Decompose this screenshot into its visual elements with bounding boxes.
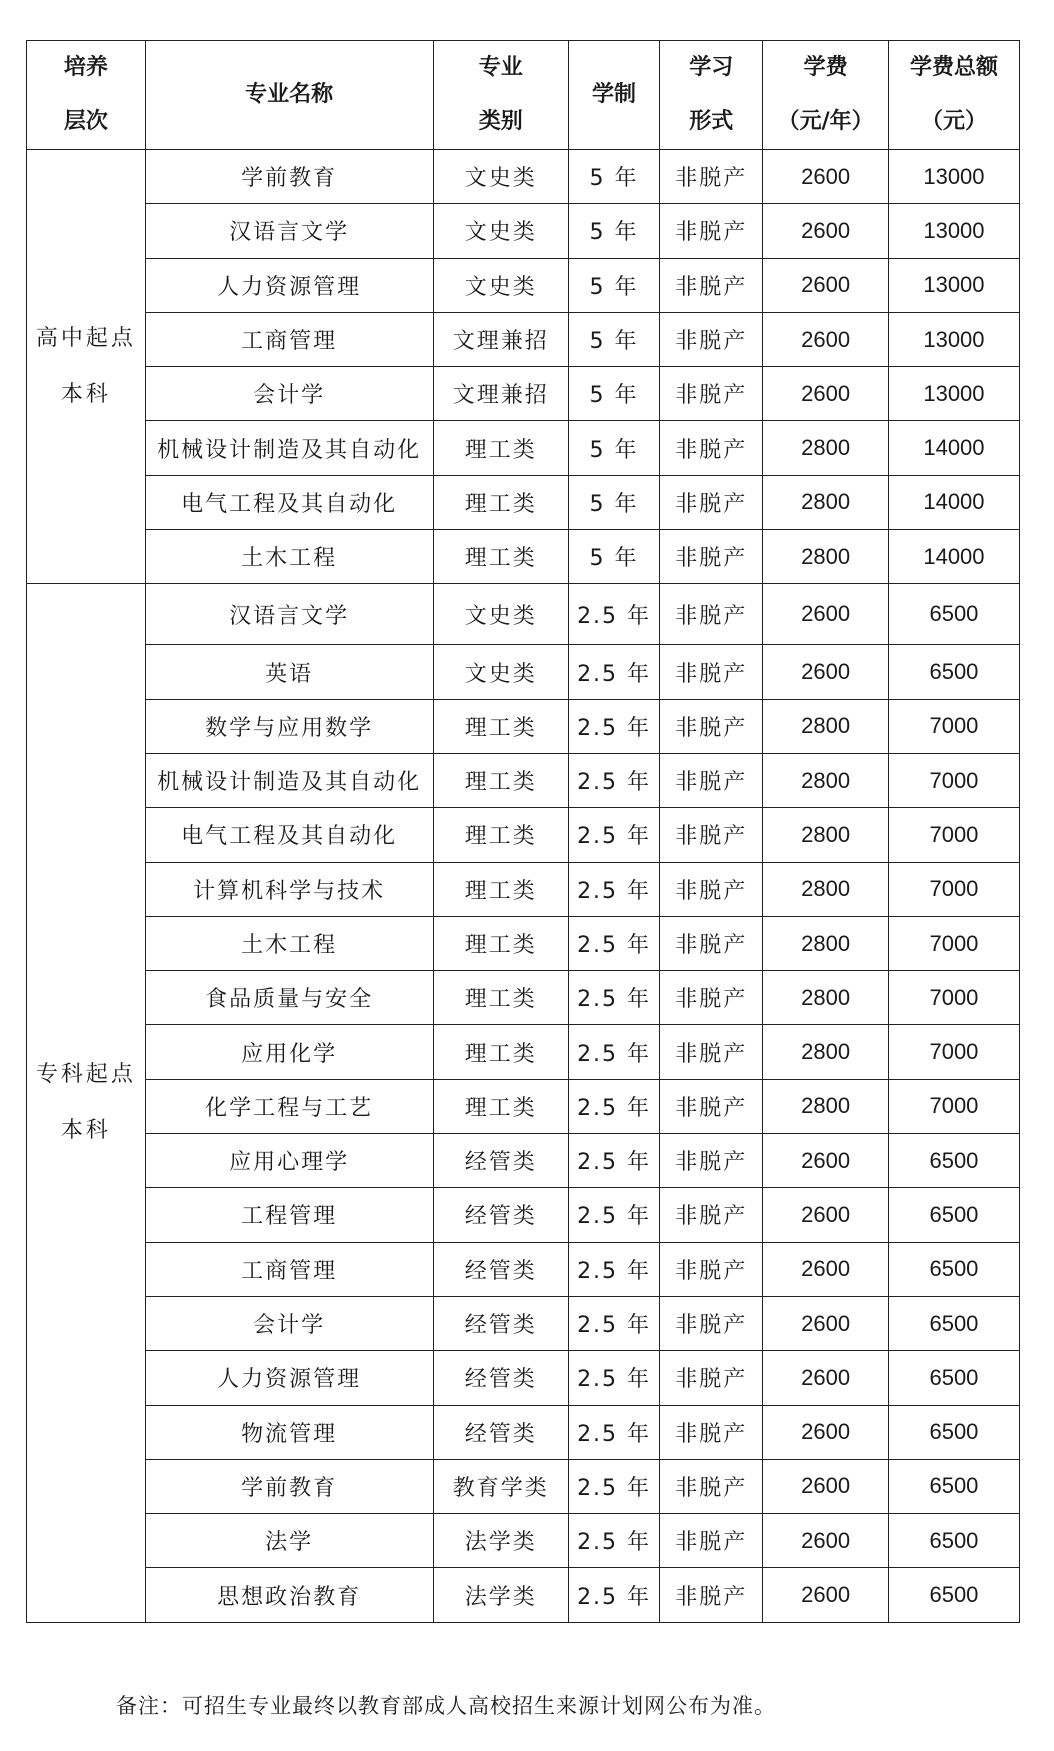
tuition-cell: 2600 <box>763 1459 889 1513</box>
major-cell: 汉语言文学 <box>145 204 433 258</box>
table-row <box>27 1351 1020 1405</box>
major-cell: 思想政治教育 <box>145 1568 433 1622</box>
total-cell: 6500 <box>888 584 1019 645</box>
major-cell: 工程管理 <box>145 1188 433 1242</box>
mode-cell: 非脱产 <box>660 1459 763 1513</box>
tuition-cell: 2800 <box>763 699 889 753</box>
mode-cell: 非脱产 <box>660 1025 763 1079</box>
tuition-cell: 2600 <box>763 1296 889 1350</box>
duration-cell: 2.5 年 <box>569 1568 660 1622</box>
duration-cell: 2.5 年 <box>569 1296 660 1350</box>
header-total <box>888 41 1019 150</box>
duration-cell: 2.5 年 <box>569 808 660 862</box>
total-cell: 6500 <box>888 1296 1019 1350</box>
table-row <box>27 971 1020 1025</box>
tuition-cell: 2800 <box>763 421 889 475</box>
duration-cell: 2.5 年 <box>569 1405 660 1459</box>
total-cell: 6500 <box>888 645 1019 699</box>
header-level-line2: 层次 <box>63 109 108 134</box>
mode-cell: 非脱产 <box>660 1514 763 1568</box>
total-cell: 13000 <box>888 367 1019 421</box>
duration-cell: 2.5 年 <box>569 1242 660 1296</box>
tuition-cell: 2600 <box>763 645 889 699</box>
tuition-table <box>26 40 1020 1623</box>
category-cell: 法学类 <box>433 1568 569 1622</box>
category-cell: 经管类 <box>433 1242 569 1296</box>
mode-cell: 非脱产 <box>660 150 763 204</box>
header-study-mode <box>660 41 763 150</box>
major-cell: 应用化学 <box>145 1025 433 1079</box>
duration-cell: 2.5 年 <box>569 699 660 753</box>
category-cell: 经管类 <box>433 1405 569 1459</box>
mode-cell: 非脱产 <box>660 1296 763 1350</box>
duration-cell: 5 年 <box>569 421 660 475</box>
header-level <box>27 41 146 150</box>
table-row <box>27 645 1020 699</box>
mode-cell: 非脱产 <box>660 421 763 475</box>
mode-cell: 非脱产 <box>660 808 763 862</box>
table-row <box>27 1405 1020 1459</box>
category-cell: 理工类 <box>433 421 569 475</box>
total-cell: 13000 <box>888 204 1019 258</box>
duration-cell: 5 年 <box>569 475 660 529</box>
table-row <box>27 1568 1020 1622</box>
duration-cell: 2.5 年 <box>569 862 660 916</box>
major-cell: 计算机科学与技术 <box>145 862 433 916</box>
major-cell: 法学 <box>145 1514 433 1568</box>
mode-cell: 非脱产 <box>660 1188 763 1242</box>
tuition-cell: 2600 <box>763 1134 889 1188</box>
category-cell: 经管类 <box>433 1188 569 1242</box>
table-row <box>27 1242 1020 1296</box>
tuition-cell: 2600 <box>763 150 889 204</box>
header-category-line2: 类别 <box>478 109 523 134</box>
mode-cell: 非脱产 <box>660 1351 763 1405</box>
total-cell: 6500 <box>888 1188 1019 1242</box>
major-cell: 工商管理 <box>145 1242 433 1296</box>
mode-cell: 非脱产 <box>660 1079 763 1133</box>
category-cell: 教育学类 <box>433 1459 569 1513</box>
major-cell: 土木工程 <box>145 530 433 584</box>
category-cell: 理工类 <box>433 699 569 753</box>
header-duration: 学制 <box>569 41 660 150</box>
major-cell: 机械设计制造及其自动化 <box>145 753 433 807</box>
total-cell: 13000 <box>888 258 1019 312</box>
category-cell: 理工类 <box>433 753 569 807</box>
table-row <box>27 312 1020 366</box>
major-cell: 应用心理学 <box>145 1134 433 1188</box>
total-cell: 14000 <box>888 530 1019 584</box>
category-cell: 理工类 <box>433 530 569 584</box>
category-cell: 理工类 <box>433 475 569 529</box>
mode-cell: 非脱产 <box>660 1134 763 1188</box>
tuition-cell: 2800 <box>763 808 889 862</box>
major-cell: 食品质量与安全 <box>145 971 433 1025</box>
footnote: 备注：可招生专业最终以教育部成人高校招生来源计划网公布为准。 <box>116 1694 776 1718</box>
table-row <box>27 1188 1020 1242</box>
category-cell: 文理兼招 <box>433 312 569 366</box>
total-cell: 6500 <box>888 1134 1019 1188</box>
table-row <box>27 584 1020 645</box>
table-row <box>27 808 1020 862</box>
total-cell: 7000 <box>888 1079 1019 1133</box>
total-cell: 6500 <box>888 1405 1019 1459</box>
tuition-cell: 2600 <box>763 367 889 421</box>
major-cell: 会计学 <box>145 367 433 421</box>
duration-cell: 5 年 <box>569 530 660 584</box>
duration-cell: 2.5 年 <box>569 753 660 807</box>
duration-cell: 5 年 <box>569 204 660 258</box>
mode-cell: 非脱产 <box>660 475 763 529</box>
table-row <box>27 475 1020 529</box>
total-cell: 13000 <box>888 312 1019 366</box>
total-cell: 7000 <box>888 862 1019 916</box>
tuition-cell: 2600 <box>763 584 889 645</box>
level-cell <box>27 150 146 584</box>
total-cell: 7000 <box>888 753 1019 807</box>
table-row <box>27 367 1020 421</box>
category-cell: 理工类 <box>433 862 569 916</box>
tuition-cell: 2800 <box>763 862 889 916</box>
category-cell: 理工类 <box>433 1079 569 1133</box>
table-row <box>27 204 1020 258</box>
category-cell: 文史类 <box>433 150 569 204</box>
category-cell: 经管类 <box>433 1296 569 1350</box>
total-cell: 6500 <box>888 1242 1019 1296</box>
duration-cell: 2.5 年 <box>569 916 660 970</box>
duration-cell: 5 年 <box>569 312 660 366</box>
category-cell: 理工类 <box>433 971 569 1025</box>
table-row <box>27 1025 1020 1079</box>
header-tuition-line1: 学费 <box>803 55 848 80</box>
mode-cell: 非脱产 <box>660 312 763 366</box>
mode-cell: 非脱产 <box>660 862 763 916</box>
major-cell: 电气工程及其自动化 <box>145 475 433 529</box>
mode-cell: 非脱产 <box>660 916 763 970</box>
duration-cell: 2.5 年 <box>569 1459 660 1513</box>
total-cell: 14000 <box>888 421 1019 475</box>
mode-cell: 非脱产 <box>660 1568 763 1622</box>
mode-cell: 非脱产 <box>660 367 763 421</box>
header-category-line1: 专业 <box>478 55 523 80</box>
header-tuition <box>763 41 889 150</box>
tuition-cell: 2800 <box>763 530 889 584</box>
level-cell <box>27 584 146 1622</box>
table-body <box>27 150 1020 1623</box>
tuition-cell: 2800 <box>763 753 889 807</box>
tuition-cell: 2600 <box>763 258 889 312</box>
total-cell: 7000 <box>888 916 1019 970</box>
duration-cell: 2.5 年 <box>569 1351 660 1405</box>
duration-cell: 2.5 年 <box>569 1188 660 1242</box>
major-cell: 英语 <box>145 645 433 699</box>
table-row <box>27 1459 1020 1513</box>
header-major: 专业名称 <box>145 41 433 150</box>
total-cell: 6500 <box>888 1514 1019 1568</box>
table-row <box>27 530 1020 584</box>
duration-cell: 2.5 年 <box>569 1134 660 1188</box>
table-row <box>27 258 1020 312</box>
tuition-cell: 2600 <box>763 1188 889 1242</box>
tuition-cell: 2600 <box>763 1514 889 1568</box>
table-row <box>27 753 1020 807</box>
major-cell: 学前教育 <box>145 150 433 204</box>
header-category <box>433 41 569 150</box>
tuition-cell: 2800 <box>763 916 889 970</box>
category-cell: 文史类 <box>433 204 569 258</box>
total-cell: 6500 <box>888 1351 1019 1405</box>
major-cell: 数学与应用数学 <box>145 699 433 753</box>
tuition-cell: 2800 <box>763 475 889 529</box>
total-cell: 14000 <box>888 475 1019 529</box>
table-row <box>27 421 1020 475</box>
category-cell: 理工类 <box>433 916 569 970</box>
table-row <box>27 916 1020 970</box>
tuition-cell: 2600 <box>763 1405 889 1459</box>
header-total-line2: （元） <box>920 109 987 134</box>
mode-cell: 非脱产 <box>660 1405 763 1459</box>
category-cell: 文史类 <box>433 258 569 312</box>
mode-cell: 非脱产 <box>660 699 763 753</box>
total-cell: 7000 <box>888 699 1019 753</box>
major-cell: 人力资源管理 <box>145 1351 433 1405</box>
total-cell: 13000 <box>888 150 1019 204</box>
header-tuition-line2: （元/年） <box>777 109 874 134</box>
mode-cell: 非脱产 <box>660 584 763 645</box>
category-cell: 文理兼招 <box>433 367 569 421</box>
tuition-cell: 2800 <box>763 1025 889 1079</box>
duration-cell: 2.5 年 <box>569 1079 660 1133</box>
mode-cell: 非脱产 <box>660 204 763 258</box>
duration-cell: 2.5 年 <box>569 971 660 1025</box>
major-cell: 土木工程 <box>145 916 433 970</box>
table-row <box>27 1134 1020 1188</box>
mode-cell: 非脱产 <box>660 258 763 312</box>
major-cell: 人力资源管理 <box>145 258 433 312</box>
tuition-cell: 2800 <box>763 1079 889 1133</box>
category-cell: 理工类 <box>433 808 569 862</box>
duration-cell: 2.5 年 <box>569 1025 660 1079</box>
tuition-cell: 2600 <box>763 312 889 366</box>
table-row <box>27 1514 1020 1568</box>
major-cell: 学前教育 <box>145 1459 433 1513</box>
level-line: 本科 <box>60 1118 111 1144</box>
category-cell: 文史类 <box>433 645 569 699</box>
category-cell: 理工类 <box>433 1025 569 1079</box>
level-line: 专科起点 <box>35 1062 136 1088</box>
table-row <box>27 150 1020 204</box>
tuition-cell: 2600 <box>763 1242 889 1296</box>
duration-cell: 5 年 <box>569 150 660 204</box>
major-cell: 会计学 <box>145 1296 433 1350</box>
category-cell: 文史类 <box>433 584 569 645</box>
major-cell: 机械设计制造及其自动化 <box>145 421 433 475</box>
category-cell: 法学类 <box>433 1514 569 1568</box>
level-line: 本科 <box>60 381 111 407</box>
tuition-cell: 2600 <box>763 1351 889 1405</box>
total-cell: 7000 <box>888 808 1019 862</box>
duration-cell: 2.5 年 <box>569 1514 660 1568</box>
header-study-mode-line1: 学习 <box>689 55 734 80</box>
total-cell: 6500 <box>888 1568 1019 1622</box>
duration-cell: 2.5 年 <box>569 584 660 645</box>
total-cell: 7000 <box>888 971 1019 1025</box>
duration-cell: 5 年 <box>569 367 660 421</box>
major-cell: 物流管理 <box>145 1405 433 1459</box>
mode-cell: 非脱产 <box>660 971 763 1025</box>
total-cell: 6500 <box>888 1459 1019 1513</box>
category-cell: 经管类 <box>433 1134 569 1188</box>
table-row <box>27 1079 1020 1133</box>
level-line: 高中起点 <box>35 325 136 351</box>
duration-cell: 2.5 年 <box>569 645 660 699</box>
category-cell: 经管类 <box>433 1351 569 1405</box>
header-study-mode-line2: 形式 <box>689 109 734 134</box>
table-row <box>27 862 1020 916</box>
major-cell: 工商管理 <box>145 312 433 366</box>
mode-cell: 非脱产 <box>660 530 763 584</box>
mode-cell: 非脱产 <box>660 1242 763 1296</box>
header-level-line1: 培养 <box>63 55 108 80</box>
mode-cell: 非脱产 <box>660 753 763 807</box>
tuition-cell: 2600 <box>763 1568 889 1622</box>
tuition-cell: 2600 <box>763 204 889 258</box>
table-row <box>27 1296 1020 1350</box>
table-row <box>27 699 1020 753</box>
major-cell: 电气工程及其自动化 <box>145 808 433 862</box>
header-total-line1: 学费总额 <box>909 55 998 80</box>
mode-cell: 非脱产 <box>660 645 763 699</box>
major-cell: 化学工程与工艺 <box>145 1079 433 1133</box>
total-cell: 7000 <box>888 1025 1019 1079</box>
major-cell: 汉语言文学 <box>145 584 433 645</box>
tuition-cell: 2800 <box>763 971 889 1025</box>
duration-cell: 5 年 <box>569 258 660 312</box>
header-row <box>27 41 1020 150</box>
